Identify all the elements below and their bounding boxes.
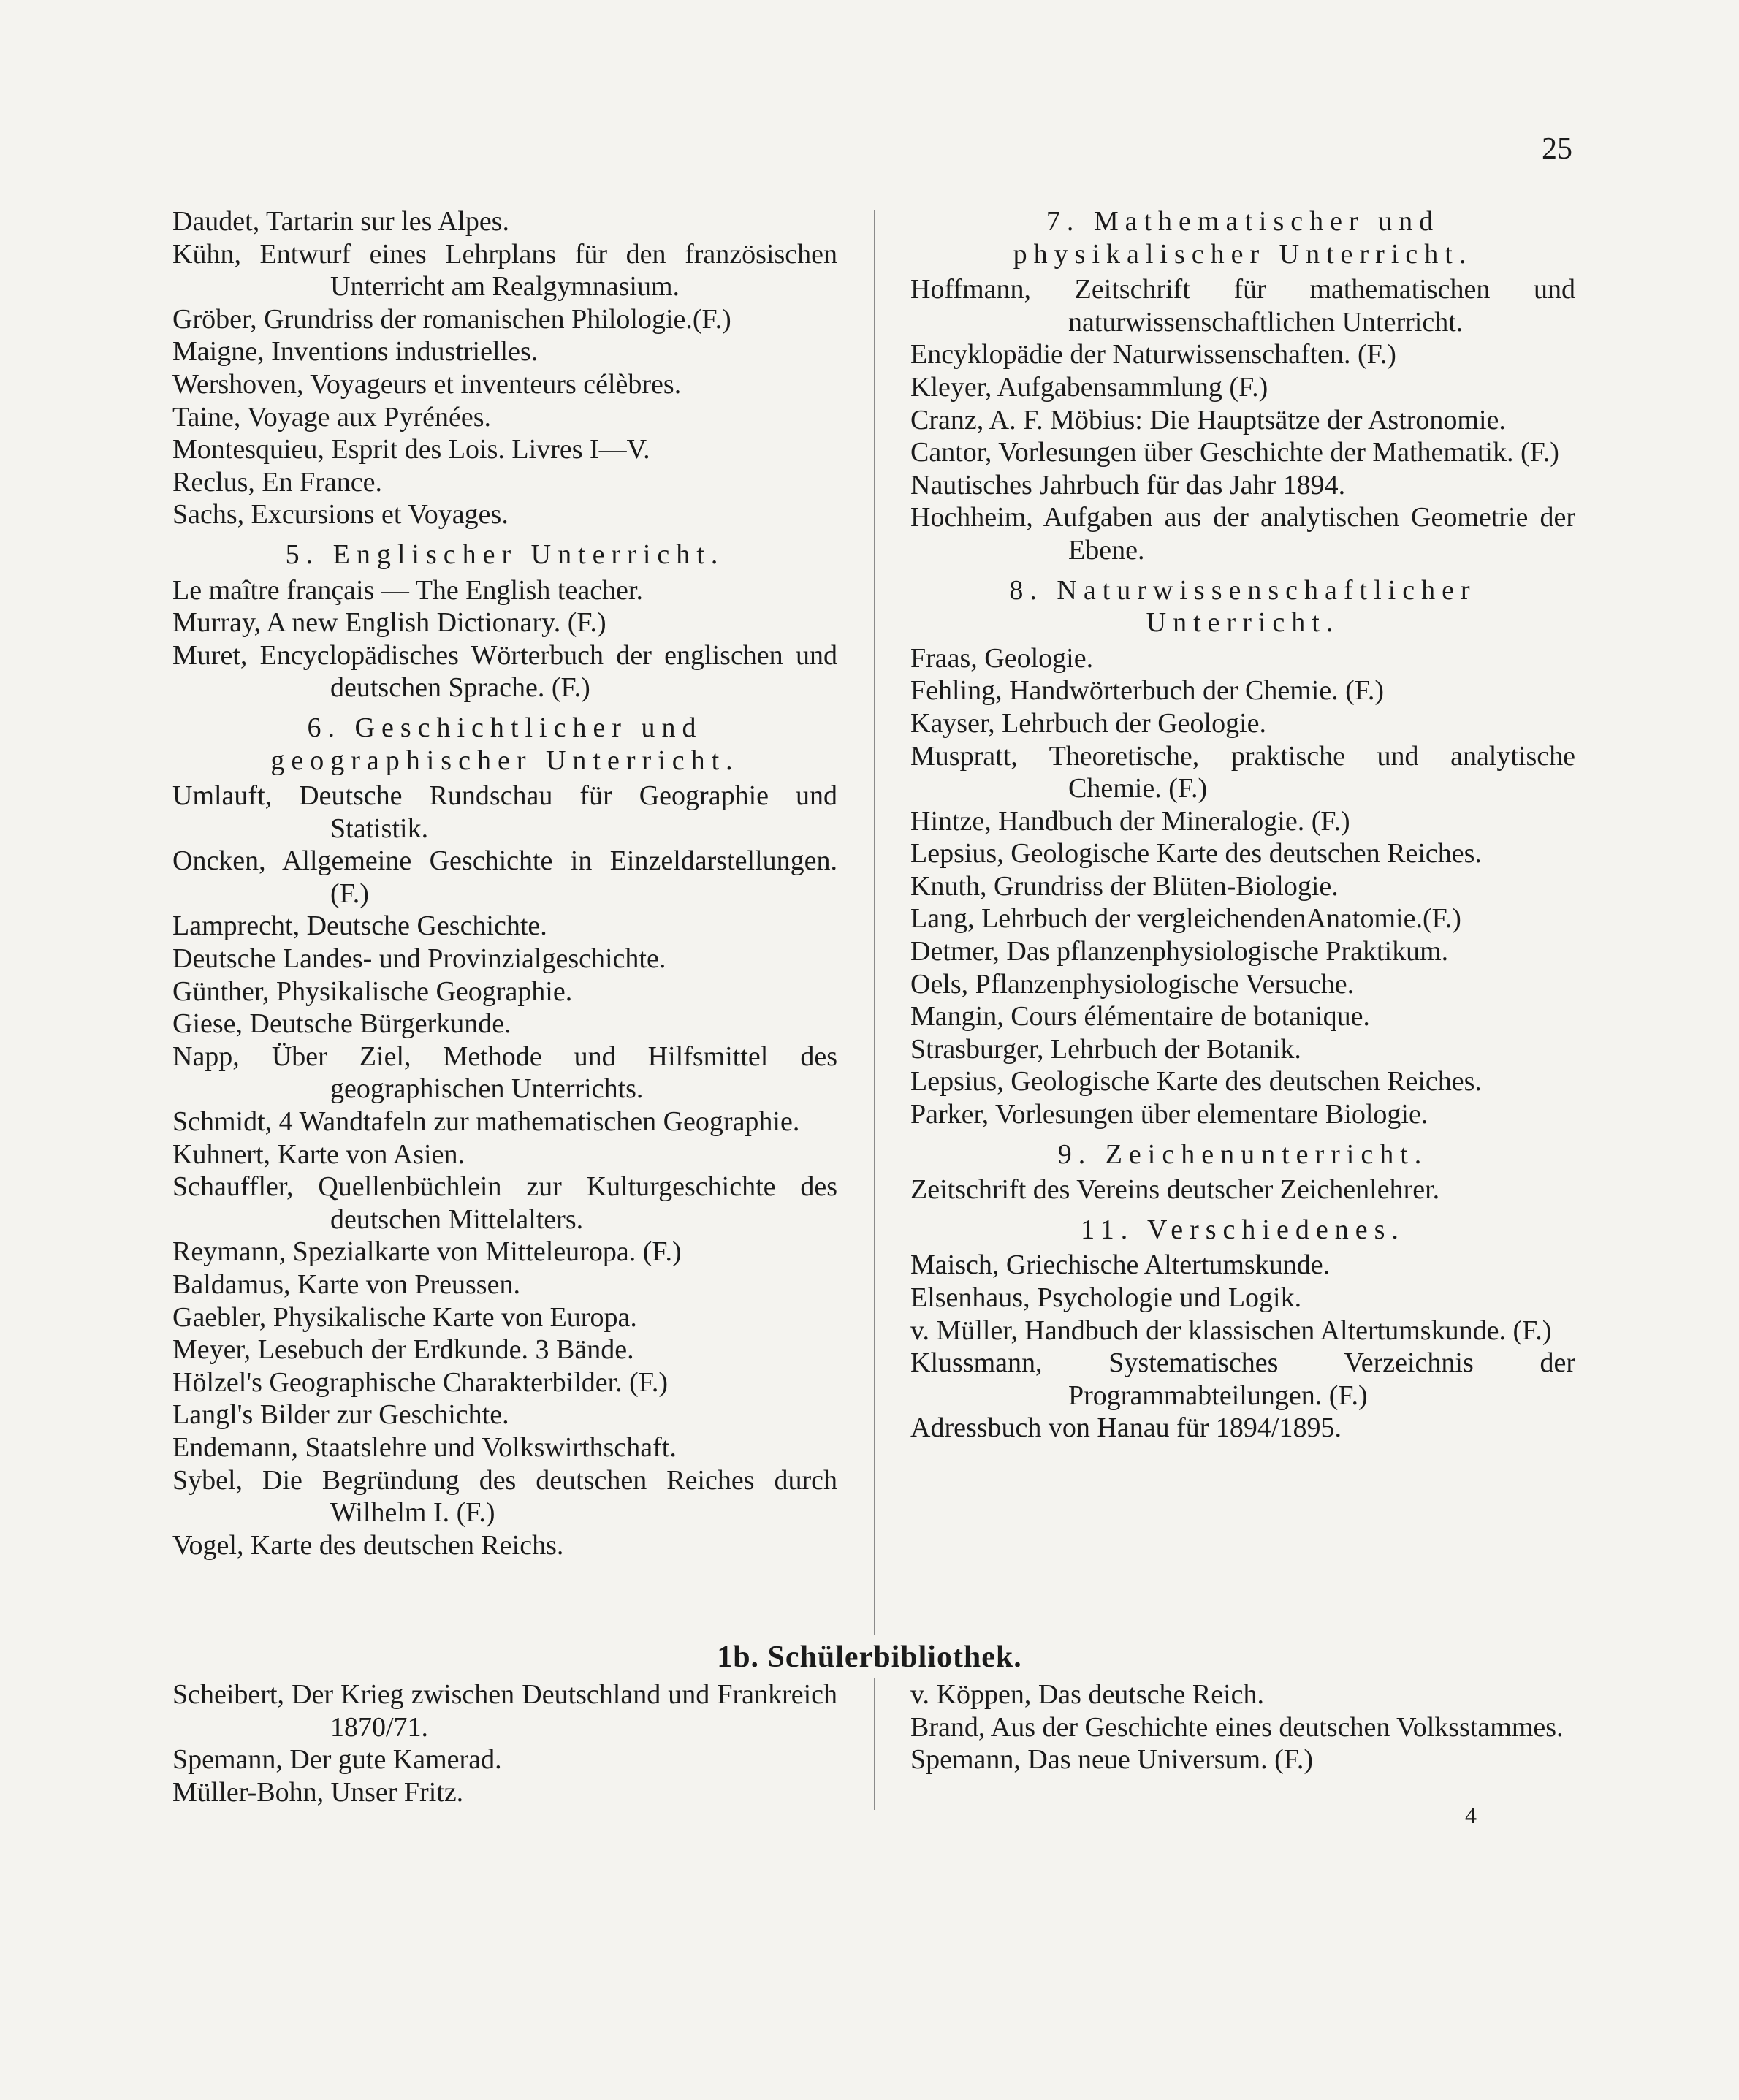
- list-item: Sachs, Excursions et Voyages.: [172, 499, 509, 530]
- list-item: Lepsius, Geologische Karte des deutschen Reiches.: [910, 838, 1482, 870]
- list-item: Hoffmann, Zeitschrift für mathematischen und naturwissenschaftlichen Unterricht.: [910, 274, 1575, 338]
- list-item: Wershoven, Voyageurs et inventeurs célèbres.: [172, 368, 682, 400]
- list-item: Maigne, Inventions industrielles.: [172, 336, 539, 368]
- list-item: Encyklopädie der Naturwissenschaften. (F.): [910, 339, 1396, 370]
- list-item: Klussmann, Systematisches Verzeichnis der Programmabteilungen. (F.): [910, 1347, 1575, 1411]
- section-heading-5: 5. Englischer Unterricht.: [285, 539, 725, 570]
- list-item: Oncken, Allgemeine Geschichte in Einzeldarstellungen. (F.): [172, 845, 837, 909]
- list-item: Deutsche Landes- und Provinzialgeschichte.: [172, 943, 666, 975]
- list-item: Cranz, A. F. Möbius: Die Hauptsätze der Astronomie.: [910, 404, 1506, 435]
- list-item: Umlauft, Deutsche Rundschau für Geographie und Statistik.: [172, 780, 837, 844]
- list-item: Giese, Deutsche Bürgerkunde.: [172, 1008, 511, 1040]
- list-item: Meyer, Lesebuch der Erdkunde. 3 Bände.: [172, 1334, 634, 1366]
- section-heading-8: 8. Naturwissenschaftlicher Unterricht.: [1009, 574, 1477, 639]
- page-number: 25: [1542, 132, 1572, 166]
- right-column: [910, 205, 1575, 1445]
- section-title-1b: 1b. Schülerbibliothek.: [717, 1640, 1022, 1674]
- list-item: Scheibert, Der Krieg zwischen Deutschland und Frankreich 1870/71.: [172, 1679, 837, 1743]
- section-heading-7: 7. Mathematischer und physikalischer Unterricht.: [1013, 206, 1473, 270]
- list-item: Lamprecht, Deutsche Geschichte.: [172, 910, 547, 942]
- list-item: Mangin, Cours élémentaire de botanique.: [910, 1001, 1370, 1032]
- section-heading-9: 9. Zeichenunterricht.: [1057, 1138, 1428, 1170]
- list-item: Müller-Bohn, Unser Fritz.: [172, 1776, 464, 1808]
- list-item: Endemann, Staatslehre und Volkswirthschaft.: [172, 1431, 677, 1463]
- list-item: Muspratt, Theoretische, praktische und analytische Chemie. (F.): [910, 740, 1575, 804]
- list-item: Fraas, Geologie.: [910, 642, 1094, 674]
- list-item: v. Köppen, Das deutsche Reich.: [910, 1679, 1265, 1710]
- list-item: Adressbuch von Hanau für 1894/1895.: [910, 1412, 1342, 1444]
- list-item: Fehling, Handwörterbuch der Chemie. (F.): [910, 675, 1385, 707]
- list-item: Knuth, Grundriss der Blüten-Biologie.: [910, 870, 1339, 902]
- list-item: Nautisches Jahrbuch für das Jahr 1894.: [910, 469, 1346, 501]
- list-item: Sybel, Die Begründung des deutschen Reiches durch Wilhelm I. (F.): [172, 1464, 837, 1529]
- list-item: Kayser, Lehrbuch der Geologie.: [910, 707, 1267, 739]
- list-item: Kühn, Entwurf eines Lehrplans für den französischen Unterricht am Realgymnasium.: [172, 238, 837, 303]
- list-item: Daudet, Tartarin sur les Alpes.: [172, 206, 509, 237]
- list-item: Gröber, Grundriss der romanischen Philologie.(F.): [172, 303, 731, 335]
- left-column: [172, 205, 837, 1561]
- list-item: Hölzel's Geographische Charakterbilder. (F.): [172, 1366, 669, 1398]
- list-item: Oels, Pflanzenphysiologische Versuche.: [910, 968, 1355, 1000]
- list-item: Murray, A new English Dictionary. (F.): [172, 607, 606, 639]
- list-item: Hochheim, Aufgaben aus der analytischen Geometrie der Ebene.: [910, 502, 1575, 566]
- column-divider-top: [874, 210, 875, 1635]
- left-column-1b: [172, 1678, 837, 1808]
- list-item: Strasburger, Lehrbuch der Botanik.: [910, 1033, 1301, 1065]
- list-item: Elsenhaus, Psychologie und Logik.: [910, 1282, 1302, 1313]
- list-item: Zeitschrift des Vereins deutscher Zeichenlehrer.: [910, 1174, 1440, 1206]
- list-item: Detmer, Das pflanzenphysiologische Praktikum.: [910, 936, 1449, 967]
- list-item: Hintze, Handbuch der Mineralogie. (F.): [910, 805, 1350, 837]
- list-item: Schmidt, 4 Wandtafeln zur mathematischen Geographie.: [172, 1106, 800, 1138]
- list-item: Montesquieu, Esprit des Lois. Livres I—V.: [172, 434, 650, 465]
- list-item: Cantor, Vorlesungen über Geschichte der Mathematik. (F.): [910, 437, 1559, 468]
- list-item: v. Müller, Handbuch der klassischen Altertumskunde. (F.): [910, 1315, 1552, 1346]
- list-item: Baldamus, Karte von Preussen.: [172, 1269, 520, 1300]
- list-item: Parker, Vorlesungen über elementare Biologie.: [910, 1099, 1428, 1130]
- list-item: Lepsius, Geologische Karte des deutschen Reiches.: [910, 1066, 1482, 1097]
- list-item: Kleyer, Aufgabensammlung (F.): [910, 371, 1268, 403]
- right-column-1b: [910, 1678, 1575, 1776]
- list-item: Spemann, Der gute Kamerad.: [172, 1744, 502, 1776]
- list-item: Le maître français — The English teacher.: [172, 574, 643, 606]
- list-item: Maisch, Griechische Altertumskunde.: [910, 1249, 1331, 1281]
- list-item: Kuhnert, Karte von Asien.: [172, 1138, 465, 1170]
- list-item: Gaebler, Physikalische Karte von Europa.: [172, 1301, 637, 1333]
- signature-mark: 4: [1465, 1802, 1477, 1828]
- list-item: Schauffler, Quellenbüchlein zur Kulturgeschichte des deutschen Mittelalters.: [172, 1171, 837, 1235]
- column-divider-bottom: [874, 1678, 875, 1810]
- list-item: Reymann, Spezialkarte von Mitteleuropa. (F.): [172, 1236, 682, 1268]
- list-item: Vogel, Karte des deutschen Reichs.: [172, 1529, 564, 1561]
- list-item: Taine, Voyage aux Pyrénées.: [172, 401, 491, 433]
- list-item: Napp, Über Ziel, Methode und Hilfsmittel des geographischen Unterrichts.: [172, 1041, 837, 1105]
- list-item: Brand, Aus der Geschichte eines deutschen Volksstammes.: [910, 1711, 1564, 1743]
- list-item: Günther, Physikalische Geographie.: [172, 975, 573, 1007]
- list-item: Langl's Bilder zur Geschichte.: [172, 1399, 509, 1431]
- list-item: Muret, Encyclopädisches Wörterbuch der englischen und deutschen Sprache. (F.): [172, 639, 837, 704]
- list-item: Reclus, En France.: [172, 466, 383, 498]
- section-heading-6: 6. Geschichtlicher und geographischer Unterricht.: [270, 712, 739, 776]
- section-heading-11: 11. Verschiedenes.: [1081, 1214, 1405, 1245]
- list-item: Spemann, Das neue Universum. (F.): [910, 1744, 1314, 1776]
- list-item: Lang, Lehrbuch der vergleichendenAnatomie.(F.): [910, 903, 1461, 935]
